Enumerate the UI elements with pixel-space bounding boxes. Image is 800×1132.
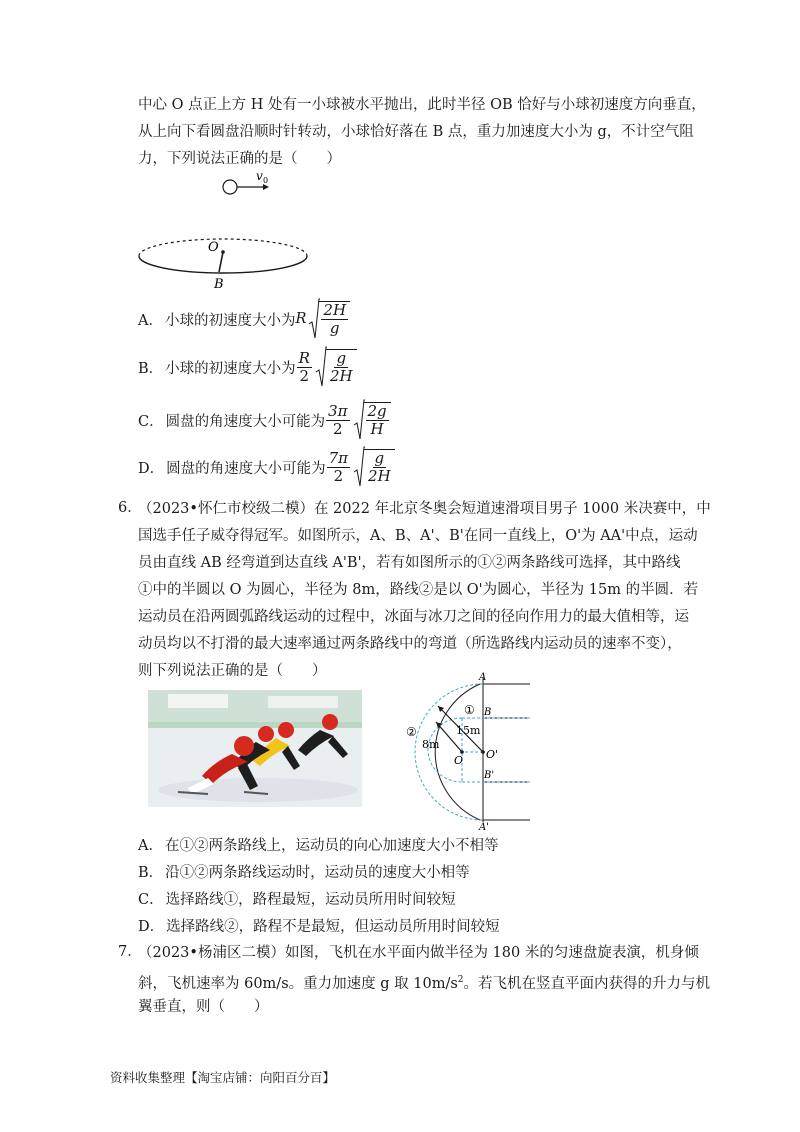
q5-option-a[interactable]: A． 小球的初速度大小为 R $\frac{2H}{g}$ [138, 298, 350, 340]
svg-text:B: B [484, 707, 492, 718]
svg-text:①: ① [464, 703, 475, 717]
q5-line-1: 中心 O 点正上方 H 处有一小球被水平抛出，此时半径 OB 恰好与小球初速度方向垂直， [138, 97, 706, 113]
sqrt-expression: $\frac{g}{2H}$ [315, 346, 357, 388]
q6-option-c[interactable]: C． 选择路线①，路程最短，运动员所用时间较短 [138, 892, 456, 908]
v0-label: v [256, 169, 263, 183]
ball-icon [223, 180, 237, 194]
q5-option-b[interactable]: B． 小球的初速度大小为 $\frac{R}{2}$ $\frac{g}{2H}$ [138, 346, 357, 388]
q7-number: 7． [118, 944, 142, 960]
svg-text:8m: 8m [422, 738, 440, 751]
svg-text:A: A [479, 672, 487, 683]
speed-skating-photo [148, 690, 362, 807]
svg-text:②: ② [406, 725, 417, 739]
q5-line-2: 从上向下看圆盘沿顺时针转动，小球恰好落在 B 点，重力加速度大小为 g，不计空气阻 [138, 124, 694, 140]
svg-text:O: O [454, 754, 464, 767]
q6-option-b[interactable]: B． 沿①②两条路线运动时，运动员的速度大小相等 [138, 865, 470, 881]
track-diagram [380, 672, 540, 832]
q5-disc-figure [130, 166, 330, 296]
q5-option-d[interactable]: D． 圆盘的角速度大小可能为 $\frac{7\pi}{2}$ $\frac{g}{2H}$ [138, 446, 395, 488]
sqrt-expression: $\frac{g}{2H}$ [353, 446, 395, 488]
q5-line-3: 力，下列说法正确的是（ ） [138, 151, 341, 167]
q6-stem: （2023•怀仁市校级二模）在 2022 年北京冬奥会短道速滑项目男子 1000 米决赛中，中 国选手任子威夺得冠军。如图所示，A、B、A'、B'在同一直线上，O'为 AA'中点，运动 员由直线 AB 经弯道到达直线 A'B'，若有如图所示的①②两条路线可选择，其中路线 ①中的半圆以 O 为圆心，半径为 8m，路线②是以 O'为圆心，半径为 15m 的半圆．若 运动员在沿两圆弧路线运动的过程中，冰面与冰刀之间的径向作用力的最大值相等，运 动员均以不打滑的最大速率通过两条路线中的弯道（所选路线内运动员的速率不变）， 则下列说法正确的是（ ） [138, 501, 711, 679]
sqrt-expression: $\frac{2H}{g}$ [308, 298, 350, 340]
q5-option-c[interactable]: C． 圆盘的角速度大小可能为 $\frac{3\pi}{2}$ $\frac{2g}{H}$ [138, 399, 391, 441]
q6-number: 6． [118, 500, 142, 516]
page-footer: 资料收集整理【淘宝店铺：向阳百分百】 [110, 1070, 336, 1085]
point-b-label: B [214, 277, 224, 292]
center-o-label: O [208, 240, 219, 255]
sqrt-expression: $\frac{2g}{H}$ [353, 399, 391, 441]
svg-text:O': O' [486, 748, 499, 761]
q5-stem [138, 92, 706, 173]
q7-stem: （2023•杨浦区二模）如图，飞机在水平面内做半径为 180 米的匀速盘旋表演，机身倾 斜，飞机速率为 60m/s。重力加速度 g 取 $10m/s^2$。若飞机在竖直平面内获得的升力与机 翼垂直，则（ ） [138, 945, 711, 1015]
svg-text:0: 0 [263, 176, 269, 185]
q6-option-a[interactable]: A． 在①②两条路线上，运动员的向心加速度大小不相等 [138, 838, 499, 854]
q6-option-d[interactable]: D． 选择路线②，路程不是最短，但运动员所用时间较短 [138, 919, 500, 935]
svg-text:B': B' [484, 770, 495, 781]
svg-text:A': A' [479, 822, 489, 832]
svg-text:15m: 15m [456, 724, 481, 737]
